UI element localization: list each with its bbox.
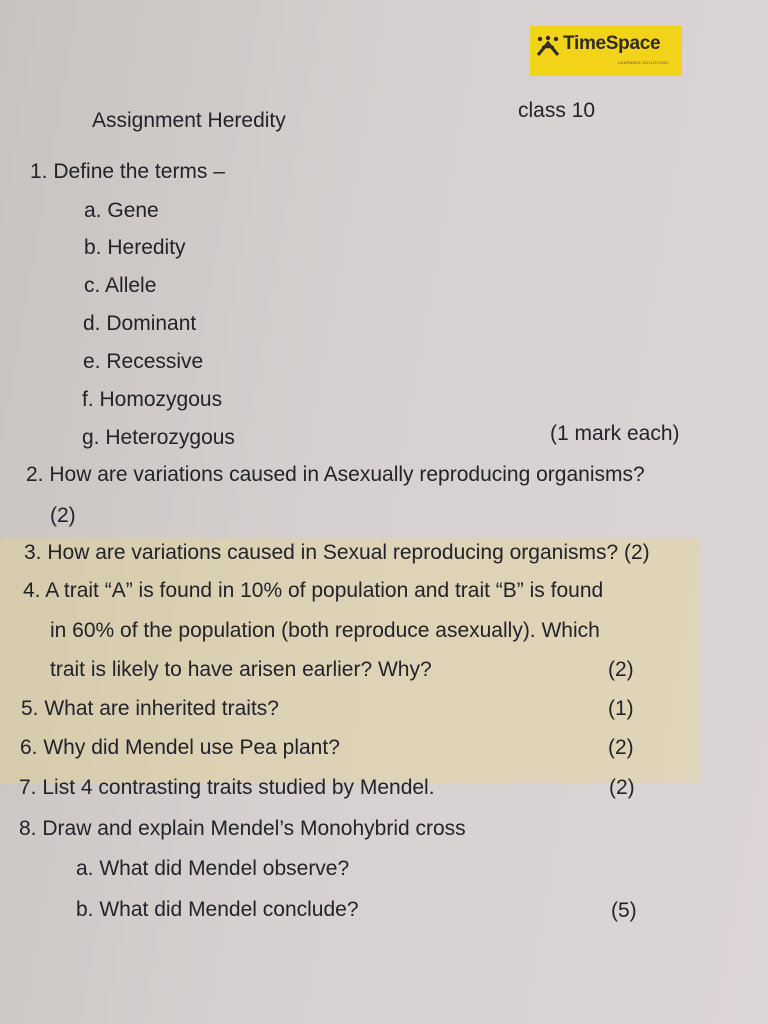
question-number: 5.: [21, 697, 39, 720]
question-8: [19, 818, 466, 839]
list-item: a. Gene: [84, 199, 159, 222]
marks-label: (2): [608, 658, 634, 681]
question-number: 4.: [23, 579, 41, 602]
question-text: How are variations caused in Asexually reproducing organisms?: [49, 463, 645, 486]
list-item: b. What did Mendel conclude?: [76, 898, 359, 921]
question-2: [26, 464, 645, 485]
list-item: c. Allele: [84, 274, 157, 297]
question-text: Draw and explain Mendel’s Monohybrid cross: [42, 817, 466, 840]
list-item: b. Heredity: [84, 236, 186, 259]
question-1: [30, 161, 225, 182]
question-text-continued: in 60% of the population (both reproduce asexually). Which: [50, 619, 600, 642]
question-number: 1.: [30, 160, 48, 183]
question-number: 6.: [20, 736, 38, 759]
logo-name: TimeSpace: [563, 33, 661, 54]
marks-label: (5): [611, 899, 637, 922]
marks-label: (1): [608, 697, 634, 720]
list-item: a. What did Mendel observe?: [76, 857, 350, 880]
question-text: Define the terms –: [53, 160, 225, 183]
timespace-logo: [530, 26, 682, 76]
marks-label: (2): [608, 736, 634, 759]
question-6: [20, 737, 340, 758]
question-text: How are variations caused in Sexual reproducing organisms? (2): [47, 541, 650, 564]
question-text: A trait “A” is found in 10% of population and trait “B” is found: [45, 579, 604, 602]
list-item: e. Recessive: [83, 350, 204, 373]
question-number: 3.: [24, 541, 42, 564]
logo-tagline: LEARNING SOLUTIONS: [618, 60, 669, 65]
question-text-continued: trait is likely to have arisen earlier? Why?: [50, 658, 432, 681]
question-number: 7.: [19, 776, 37, 799]
question-text: List 4 contrasting traits studied by Mendel.: [42, 776, 435, 799]
list-item: f. Homozygous: [82, 388, 223, 411]
marks-label: (2): [609, 776, 635, 799]
question-4: [23, 580, 603, 601]
people-icon: [536, 35, 560, 57]
list-item: g. Heterozygous: [82, 426, 235, 449]
question-3: [24, 542, 650, 563]
question-number: 8.: [19, 817, 37, 840]
assignment-title: Assignment Heredity: [92, 109, 286, 132]
question-text: Why did Mendel use Pea plant?: [43, 736, 340, 759]
question-7: [19, 777, 435, 798]
marks-label: (1 mark each): [550, 422, 680, 445]
question-text: What are inherited traits?: [44, 697, 279, 720]
list-item: d. Dominant: [83, 312, 197, 335]
question-5: [21, 698, 279, 719]
class-label: class 10: [518, 99, 596, 122]
question-number: 2.: [26, 463, 44, 486]
question-text-continued: (2): [50, 504, 76, 527]
